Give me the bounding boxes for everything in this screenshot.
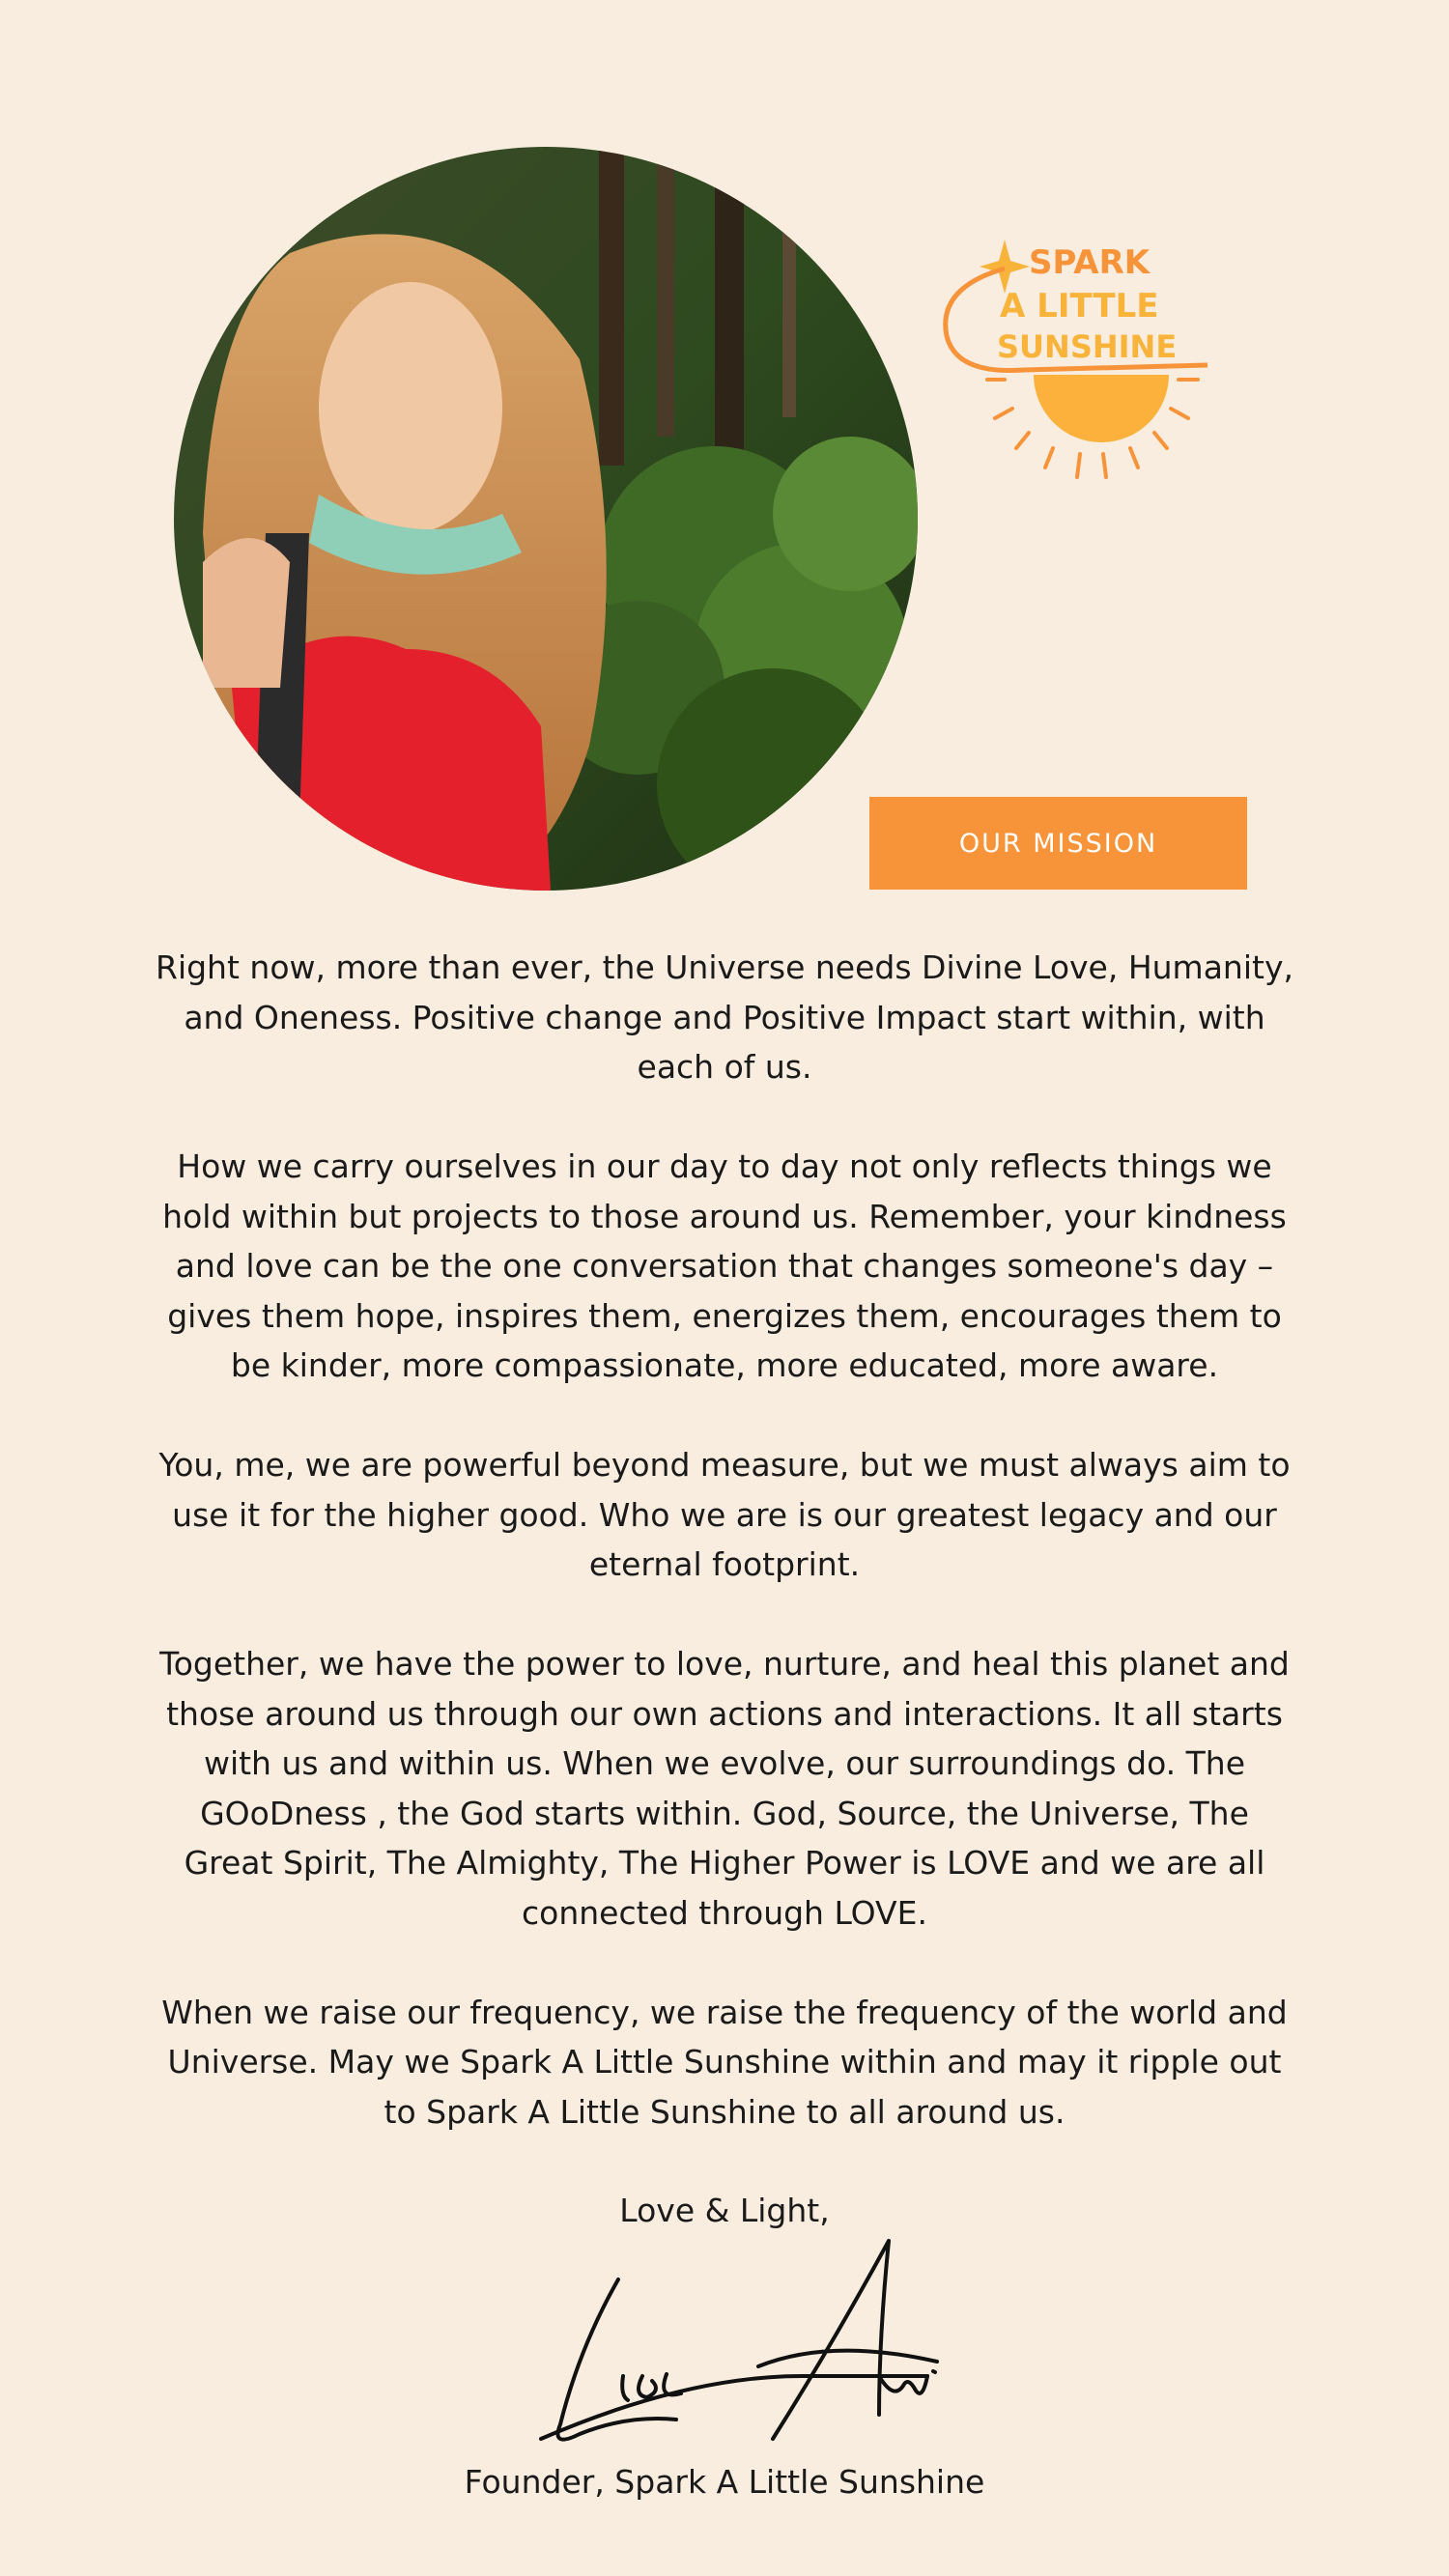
mission-paragraph: How we carry ourselves in our day to day not only reflects things we hold within but projects to those around us. Remember, your kindness and love can be the one conversation that changes someone's day – gives them hope, inspires them, energizes them, encourages them to be kinder, more compassionate, more educated, more aware.: [162, 1147, 1287, 1384]
svg-text:SUNSHINE: SUNSHINE: [997, 328, 1178, 365]
founder-title: Founder, Spark A Little Sunshine: [464, 2463, 985, 2501]
founder-photo: [174, 147, 918, 891]
mission-paragraph: When we raise our frequency, we raise the frequency of the world and Universe. May we Spark A Little Sunshine within and may it ripple out to Spark A Little Sunshine to all around us.: [161, 1993, 1288, 2131]
mission-statement: [155, 943, 1294, 2187]
sign-off: Love & Light,: [619, 2192, 830, 2229]
mission-paragraph: You, me, we are powerful beyond measure, but we must always aim to use it for the higher good. Who we are is our greatest legacy and our eternal footprint.: [158, 1446, 1291, 1583]
mission-paragraph: Together, we have the power to love, nurture, and heal this planet and those around us through our own actions and interactions. It all starts with us and within us. When we evolve, our surroundings do. The GOoDness , the God starts within. God, Source, the Universe, The Great Spirit, The Almighty, The Higher Power is LOVE and we are all connected through LOVE.: [159, 1645, 1290, 1932]
handwritten-signature: [512, 2231, 947, 2453]
svg-text:A LITTLE: A LITTLE: [1000, 287, 1159, 326]
mission-paragraph: Right now, more than ever, the Universe needs Divine Love, Humanity, and Oneness. Positive change and Positive Impact start within, with each of us.: [156, 948, 1293, 1086]
our-mission-button[interactable]: OUR MISSION: [869, 797, 1247, 890]
svg-text:SPARK: SPARK: [1029, 243, 1151, 282]
spark-a-little-sunshine-logo: [937, 230, 1227, 491]
